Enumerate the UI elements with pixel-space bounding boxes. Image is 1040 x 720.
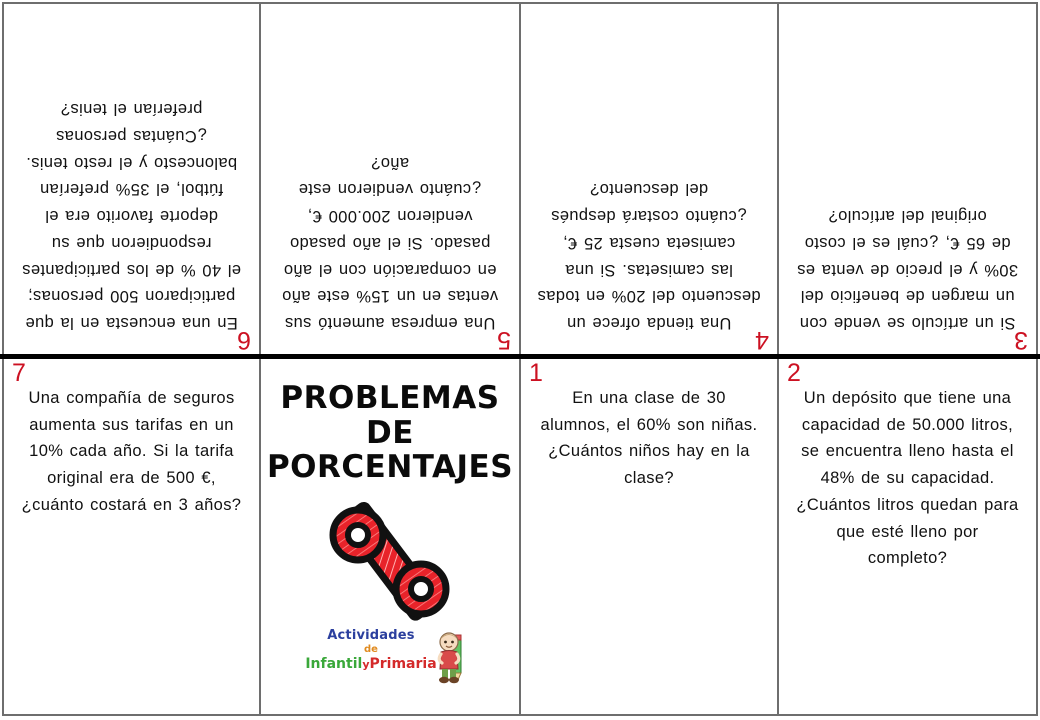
card-content	[521, 4, 777, 354]
problem-card-4[interactable]	[521, 4, 777, 354]
problem-card-6[interactable]	[4, 4, 259, 354]
card-number: 7	[12, 359, 26, 387]
card-number: 1	[529, 359, 543, 387]
border-right	[1036, 2, 1038, 716]
card-number: 6	[237, 326, 251, 354]
card-content	[4, 359, 259, 714]
logo-word-y: y	[362, 658, 370, 672]
site-logo	[305, 629, 475, 687]
title-line-3: PORCENTAJES	[266, 449, 514, 486]
card-content	[521, 359, 777, 714]
child-with-pencil-icon	[433, 629, 473, 685]
logo-line-de: de	[364, 644, 378, 656]
logo-line-actividades: Actividades	[327, 628, 415, 644]
card-problem-text: En una clase de 30 alumnos, el 60% son niñas. ¿Cuántos niños hay en la clase?	[540, 389, 758, 488]
card-problem-text: Una empresa aumentó sus ventas en un 15% este año en comparación con el año pasado. Si el año pasado vendieron 200.000 €, ¿cuánto vendieron este año?	[281, 153, 499, 332]
logo-word-primaria: Primaria	[369, 656, 437, 673]
problem-card-7[interactable]	[4, 359, 259, 714]
card-problem-text: En una encuesta en la que participaron 500 personas; el 40 % de los participantes respondieron que su deporte favorito era el fútbol, el 35% preferían baloncesto y el resto tenis. ¿Cuántas personas preferían el tenis?	[21, 100, 242, 332]
card-problem-text: Un depósito que tiene una capacidad de 50.000 litros, se encuentra lleno hasta el 48% de su capacidad. ¿Cuántos litros quedan para que esté lleno por completo?	[796, 389, 1019, 568]
card-content	[261, 4, 519, 354]
card-problem-text: Una tienda ofrece un descuento del 20% en todas las camisetas. Si una camiseta cuesta 25 €, ¿cuánto costará después del descuento?	[537, 180, 761, 332]
card-number: 5	[497, 326, 511, 354]
card-number: 2	[787, 359, 801, 387]
percent-symbol-icon	[325, 501, 455, 621]
problem-card-3[interactable]	[779, 4, 1036, 354]
problem-card-1[interactable]	[521, 359, 777, 714]
title-line-2: DE	[366, 414, 414, 451]
card-content	[779, 359, 1036, 714]
logo-line-infantil-primaria	[305, 656, 437, 672]
card-number: 4	[755, 326, 769, 354]
card-content	[4, 4, 259, 354]
logo-text-block	[305, 629, 437, 672]
title-line-1: PROBLEMAS	[280, 380, 500, 416]
card-content	[779, 4, 1036, 354]
card-number: 3	[1014, 326, 1028, 354]
border-bottom	[2, 714, 1038, 716]
problem-card-2[interactable]	[779, 359, 1036, 714]
problem-card-5[interactable]	[261, 4, 519, 354]
cover-content	[261, 359, 519, 714]
logo-word-infantil: Infantil	[305, 656, 363, 673]
cover-card	[261, 359, 519, 714]
card-problem-text: Si un artículo se vende con un margen de beneficio del 30% y el precio de venta es de 65 €, ¿cuál es el costo original del artículo?	[796, 207, 1019, 332]
card-problem-text: Una compañía de seguros aumenta sus tarifas en un 10% cada año. Si la tarifa original era de 500 €, ¿cuánto costará en 3 años?	[21, 389, 242, 514]
